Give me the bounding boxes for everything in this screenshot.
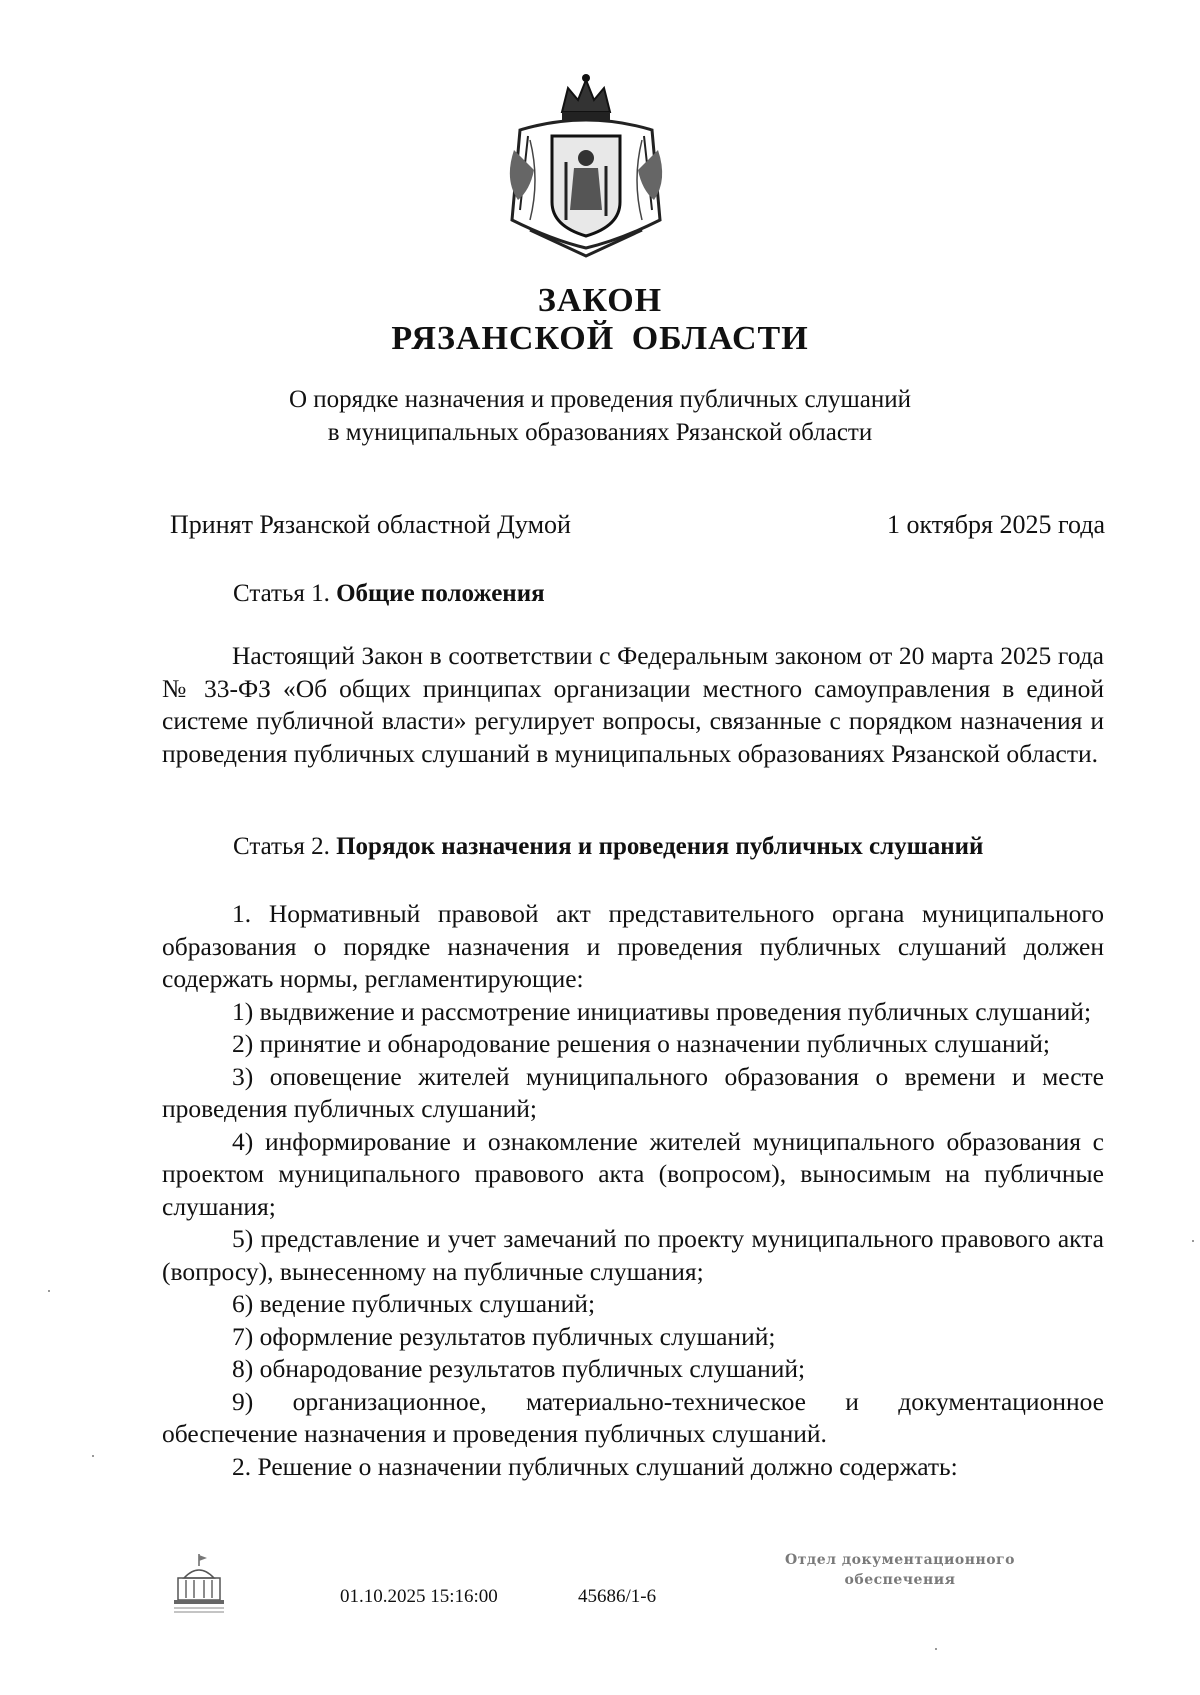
article-2-title: Порядок назначения и проведения публичных слушаний (336, 833, 984, 860)
article-2-heading (233, 833, 983, 861)
subtitle-line-2: в муниципальных образованиях Рязанской области (327, 419, 873, 446)
article-2-para-2: 2. Решение о назначении публичных слушаний должно содержать: (232, 1451, 958, 1481)
coat-of-arms-icon (500, 70, 672, 260)
article-2-para-1: 1. Нормативный правовой акт представительного органа муниципального образования о порядке назначения и проведения публичных слушаний должен содержать нормы, регламентирующие: (162, 899, 1104, 993)
article-1-title: Общие положения (336, 580, 545, 607)
adopted-date: 1 октября 2025 года (887, 510, 1105, 539)
article-1-heading (233, 580, 545, 608)
list-item: 2) принятие и обнародование решения о назначении публичных слушаний; (232, 1029, 1050, 1058)
registration-number: 45686/1-6 (578, 1586, 657, 1607)
registration-timestamp: 01.10.2025 15:16:00 (340, 1586, 498, 1607)
list-item: 4) информирование и ознакомление жителей муниципального образования с проектом муниципального правового акта (вопросом), выносимым на публичные слушания; (162, 1126, 1104, 1221)
article-2-body (162, 898, 1104, 1483)
list-item: 5) представление и учет замечаний по проекту муниципального правового акта (вопросу), вынесенному на публичные слушания; (162, 1224, 1104, 1286)
list-item: 6) ведение публичных слушаний; (232, 1289, 596, 1318)
stamp-line-2: обеспечения (844, 1572, 956, 1588)
list-item: 7) оформление результатов публичных слушаний; (232, 1321, 776, 1351)
scan-speck (1192, 1240, 1194, 1242)
article-1-body (162, 640, 1104, 770)
scan-speck (935, 1648, 937, 1650)
scan-speck (92, 1455, 94, 1457)
article-1-prefix: Статья 1. (233, 580, 330, 607)
article-2-prefix: Статья 2. (233, 833, 330, 860)
law-region-title: РЯЗАНСКОЙ ОБЛАСТИ (391, 320, 809, 357)
list-item: 1) выдвижение и рассмотрение инициативы проведения публичных слушаний; (232, 996, 1092, 1026)
scan-speck (48, 1290, 50, 1292)
article-1-paragraph: Настоящий Закон в соответствии с Федеральным законом от 20 марта 2025 года № 33-ФЗ «Об общих принципах организации местного самоуправления в единой системе публичной власти» регулирует вопросы, связанные с порядком назначения и проведения публичных слушаний в муниципальных образованиях Рязанской области. (162, 641, 1104, 768)
subtitle-line-1: О порядке назначения и проведения публичных слушаний (288, 386, 912, 413)
stamp-line-1: Отдел документационного (785, 1552, 1015, 1568)
adopted-by: Принят Рязанской областной Думой (170, 510, 571, 539)
department-stamp (755, 1550, 1045, 1590)
law-subtitle (0, 383, 1200, 449)
law-title: ЗАКОН (537, 282, 663, 319)
list-item: 3) оповещение жителей муниципального образования о времени и месте проведения публичных слушаний; (162, 1061, 1104, 1123)
list-item: 8) обнародование результатов публичных слушаний; (232, 1354, 806, 1383)
list-item: 9) организационное, материально-техническое и документационное обеспечение назначения и проведения публичных слушаний. (162, 1386, 1104, 1448)
duma-building-icon (170, 1552, 228, 1616)
